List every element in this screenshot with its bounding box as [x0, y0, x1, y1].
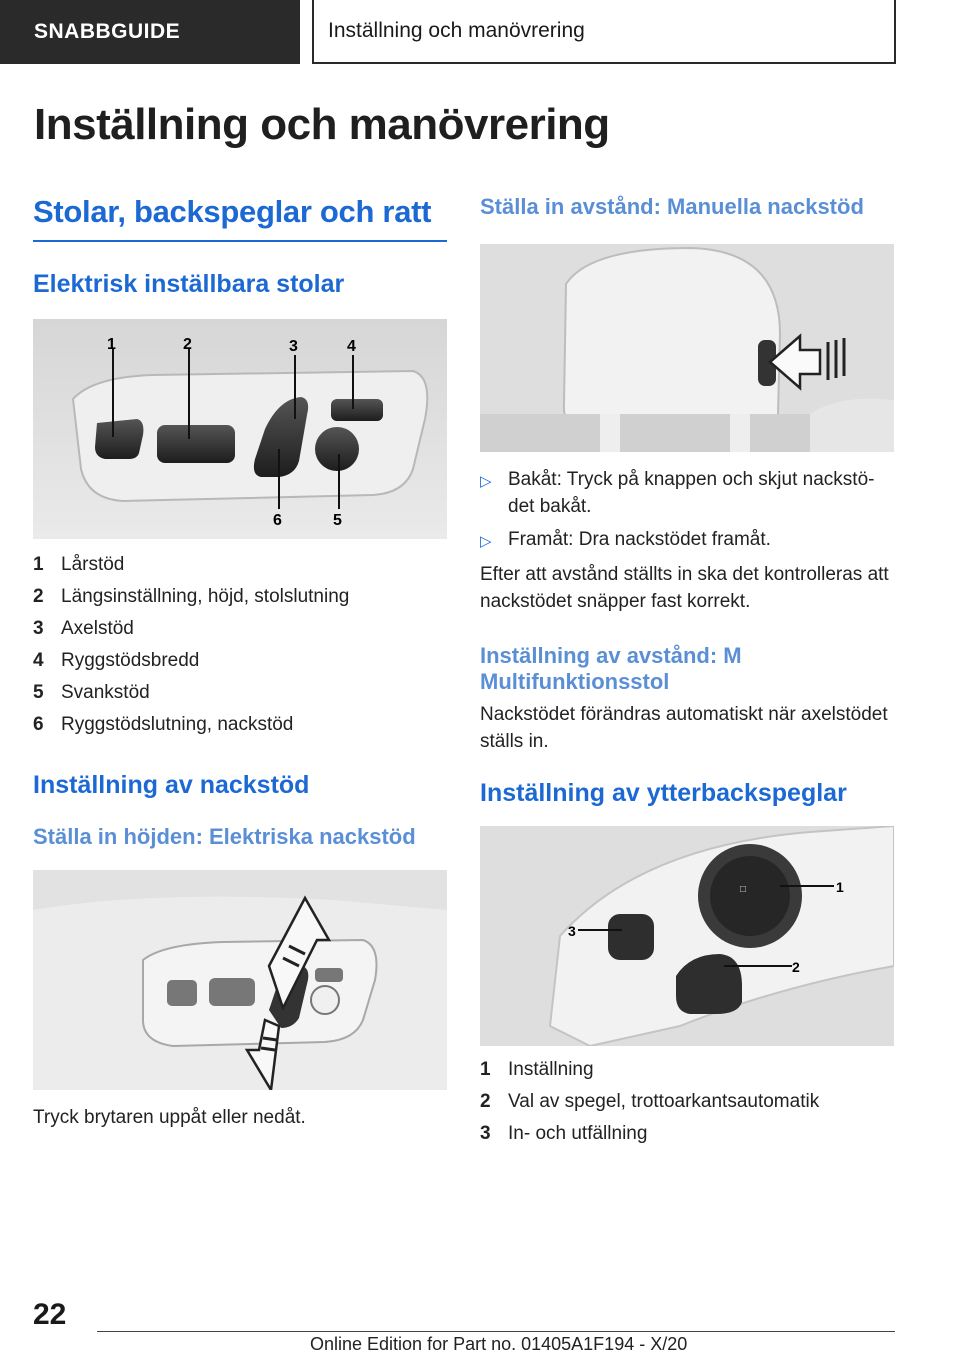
callout-3: 3	[289, 338, 298, 355]
m-seat-heading: Inställning av avstånd: M Multifunktionsstol	[480, 643, 742, 694]
list-item: 1 Inställning	[480, 1059, 594, 1080]
m-seat-text: Nackstödet förändras automatiskt när axelstödet ställs in.	[480, 704, 888, 752]
section-tab-label: SNABBGUIDE	[34, 20, 181, 43]
seat-controls-illustration	[33, 319, 447, 539]
mirror-controls-list	[480, 1054, 894, 1150]
manual-headrest-figure	[480, 244, 894, 452]
mirror-callout-2: 2	[792, 959, 800, 975]
callout-1: 1	[107, 336, 116, 353]
headrest-switch-figure	[33, 870, 447, 1090]
headrest-switch-illustration	[33, 870, 447, 1090]
page-title: Inställning och manövrering	[34, 100, 610, 149]
mirror-knob-icon: □	[740, 884, 747, 895]
headrest-caption: Tryck brytaren uppåt eller nedåt.	[33, 1107, 306, 1128]
section-tab[interactable]	[0, 0, 300, 64]
mirror-controls-figure	[480, 826, 894, 1046]
list-item: 5 Svankstöd	[33, 682, 150, 703]
list-item: 4 Ryggstödsbredd	[33, 650, 200, 671]
mirror-controls-illustration	[480, 826, 894, 1046]
manual-headrest-illustration	[480, 244, 894, 452]
mirrors-heading: Inställning av ytterbackspeglar	[480, 779, 847, 807]
list-item: 3 Axelstöd	[33, 618, 134, 639]
callout-2: 2	[183, 336, 192, 353]
seat-controls-list	[33, 549, 447, 741]
footer-divider	[97, 1331, 895, 1332]
list-item: 3 In- och utfällning	[480, 1123, 648, 1144]
right-column	[480, 190, 894, 1150]
chapter-tab[interactable]	[312, 0, 896, 64]
page-number: 22	[33, 1298, 67, 1331]
list-item: 2 Längsinställning, höjd, stolslutning	[33, 586, 350, 607]
callout-5: 5	[333, 512, 342, 529]
list-item: 2 Val av spegel, trottoarkantsautomatik	[480, 1091, 820, 1112]
list-item: ▷ Bakåt: Tryck på knappen och skjut nackstö- det bakåt.	[480, 466, 894, 520]
manual-headrest-heading: Ställa in avstånd: Manuella nackstöd	[480, 194, 864, 219]
callout-6: 6	[273, 512, 282, 529]
manual-headrest-note: Efter att avstånd ställts in ska det kontrolleras att nackstödet snäpper fast korrekt.	[480, 564, 889, 612]
left-column	[33, 190, 447, 1131]
footer-edition: Online Edition for Part no. 01405A1F194 - X/20	[310, 1334, 688, 1354]
section-title: Stolar, backspeglar och ratt	[33, 194, 447, 242]
chapter-tab-label: Inställning och manövrering	[328, 19, 585, 42]
headrest-heading: Inställning av nackstöd	[33, 771, 310, 799]
list-item: 6 Ryggstödslutning, nackstöd	[33, 714, 294, 735]
bullet-arrow-icon: ▷	[480, 473, 492, 490]
mirror-callout-1: 1	[836, 879, 844, 895]
bullet-arrow-icon: ▷	[480, 533, 492, 550]
list-item: ▷ Framåt: Dra nackstödet framåt.	[480, 526, 894, 555]
seat-controls-figure	[33, 319, 447, 539]
list-item: 1 Lårstöd	[33, 554, 125, 575]
header-bar	[0, 0, 960, 66]
callout-4: 4	[347, 338, 356, 355]
electric-seats-heading: Elektrisk inställbara stolar	[33, 270, 345, 298]
manual-headrest-bullets	[480, 466, 894, 555]
mirror-callout-3: 3	[568, 923, 576, 939]
headrest-height-subheading: Ställa in höjden: Elektriska nackstöd	[33, 824, 416, 849]
